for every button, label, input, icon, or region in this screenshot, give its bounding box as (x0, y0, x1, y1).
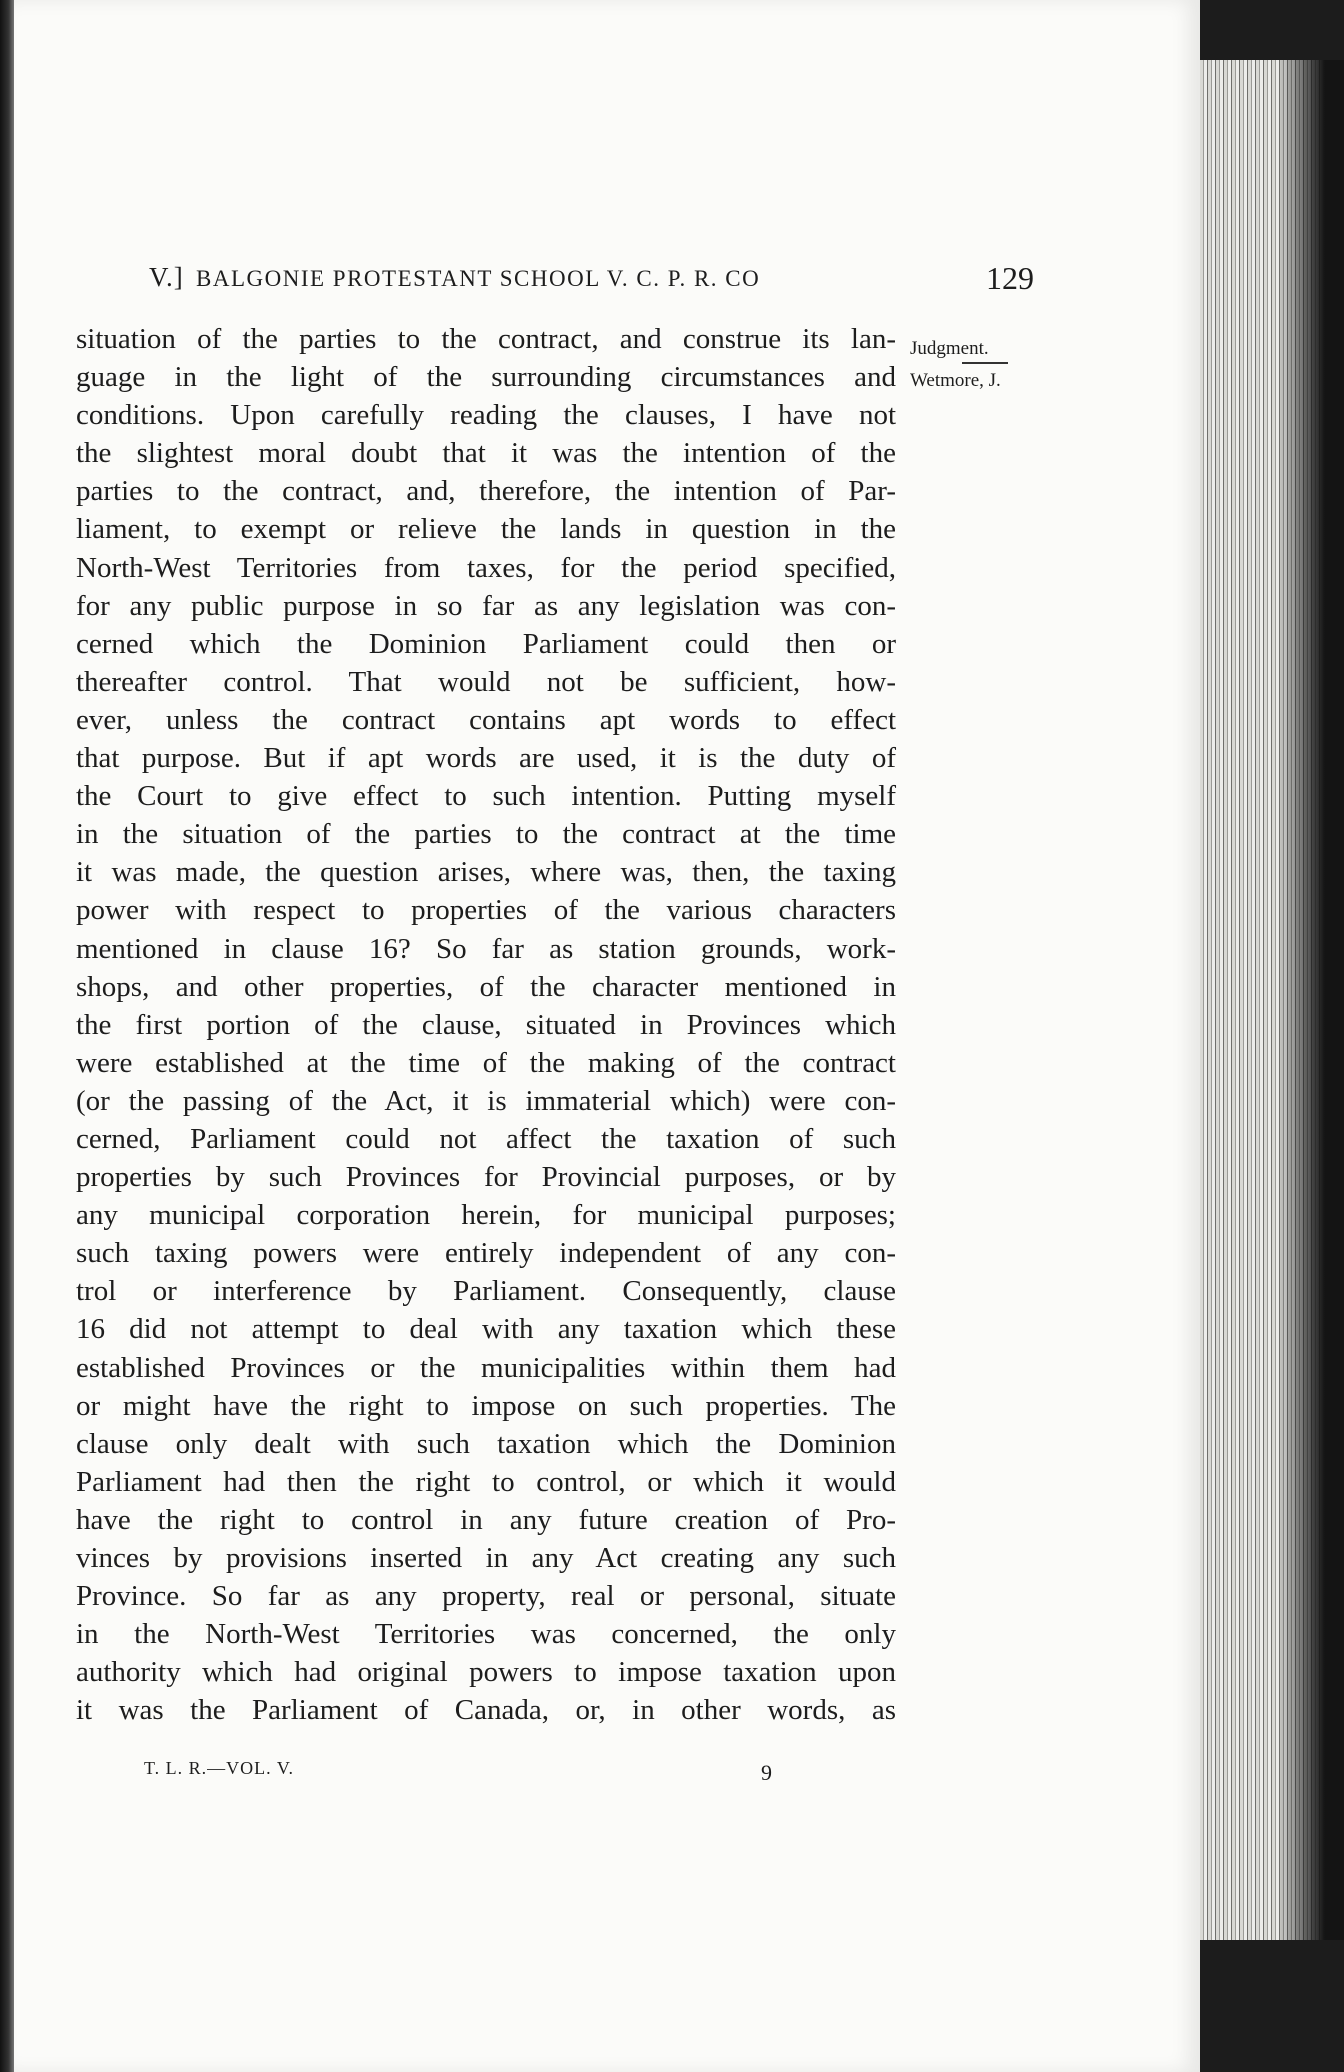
volume-mark: V.] (149, 262, 184, 292)
text-line: such taxing powers were entirely independent of any con- (76, 1237, 896, 1270)
text-line: or might have the right to impose on such properties. The (76, 1389, 896, 1422)
page-number: 129 (986, 260, 1034, 296)
text-line: thereafter control. That would not be sufficient, how- (76, 665, 896, 698)
margin-note-label: Judgment. (910, 338, 989, 359)
signature-number: 9 (761, 1760, 772, 1785)
text-line: guage in the light of the surrounding circumstances and (76, 361, 896, 394)
text-line: in the North-West Territories was concerned, the only (76, 1618, 896, 1651)
text-line: conditions. Upon carefully reading the clauses, I have not (76, 399, 896, 432)
text-line: have the right to control in any future creation of Pro- (76, 1503, 896, 1536)
text-line: cerned, Parliament could not affect the taxation of such (76, 1122, 896, 1155)
text-line: situation of the parties to the contract, and construe its lan- (76, 323, 896, 355)
text-line: properties by such Provinces for Provincial purposes, or by (76, 1161, 896, 1194)
margin-note (910, 332, 1060, 398)
text-line: ever, unless the contract contains apt words to effect (76, 703, 896, 736)
text-line: parties to the contract, and, therefore, the intention of Par- (76, 475, 896, 508)
text-line: Province. So far as any property, real or personal, situate (76, 1580, 896, 1613)
text-line: Parliament had then the right to control, or which it would (76, 1465, 896, 1498)
text-line: (or the passing of the Act, it is immaterial which) were con- (76, 1084, 896, 1117)
text-line: in the situation of the parties to the contract at the time (76, 818, 896, 851)
signature-mark: T. L. R.—VOL. V. (144, 1758, 295, 1778)
text-line: vinces by provisions inserted in any Act creating any such (76, 1542, 896, 1574)
text-line: shops, and other properties, of the character mentioned in (76, 970, 896, 1003)
running-head (14, 262, 1200, 302)
text-line: any municipal corporation herein, for municipal purposes; (76, 1199, 896, 1232)
text-line: mentioned in clause 16? So far as station grounds, work- (76, 932, 896, 965)
book-gutter-edge (0, 0, 14, 2072)
text-line: North-West Territories from taxes, for the period specified, (76, 551, 896, 584)
text-line: clause only dealt with such taxation which the Dominion (76, 1427, 896, 1460)
text-line: the first portion of the clause, situated in Provinces which (76, 1008, 896, 1041)
text-line: were established at the time of the making of the contract (76, 1046, 896, 1079)
text-line: authority which had original powers to impose taxation upon (76, 1656, 896, 1689)
text-line: the slightest moral doubt that it was the intention of the (76, 437, 896, 470)
text-line: 16 did not attempt to deal with any taxation which these (76, 1313, 896, 1346)
text-line: power with respect to properties of the various characters (76, 894, 896, 927)
running-title: BALGONIE PROTESTANT SCHOOL V. C. P. R. CO (196, 266, 761, 291)
text-line: for any public purpose in so far as any legislation was con- (76, 589, 896, 622)
page-edges-stack (1200, 60, 1344, 1940)
text-line: it was the Parliament of Canada, or, in other words, as (76, 1694, 896, 1727)
body-text (76, 320, 896, 1729)
text-line: that purpose. But if apt words are used, it is the duty of (76, 742, 896, 775)
text-line: liament, to exempt or relieve the lands in question in the (76, 513, 896, 546)
text-line: it was made, the question arises, where was, then, the taxing (76, 856, 896, 889)
book-page (14, 0, 1200, 2072)
text-line: established Provinces or the municipalities within them had (76, 1351, 896, 1384)
text-line: trol or interference by Parliament. Consequently, clause (76, 1275, 896, 1308)
text-line: cerned which the Dominion Parliament could then or (76, 627, 896, 660)
text-line: the Court to give effect to such intention. Putting myself (76, 780, 896, 813)
margin-note-judge: Wetmore, J. (910, 370, 1001, 391)
